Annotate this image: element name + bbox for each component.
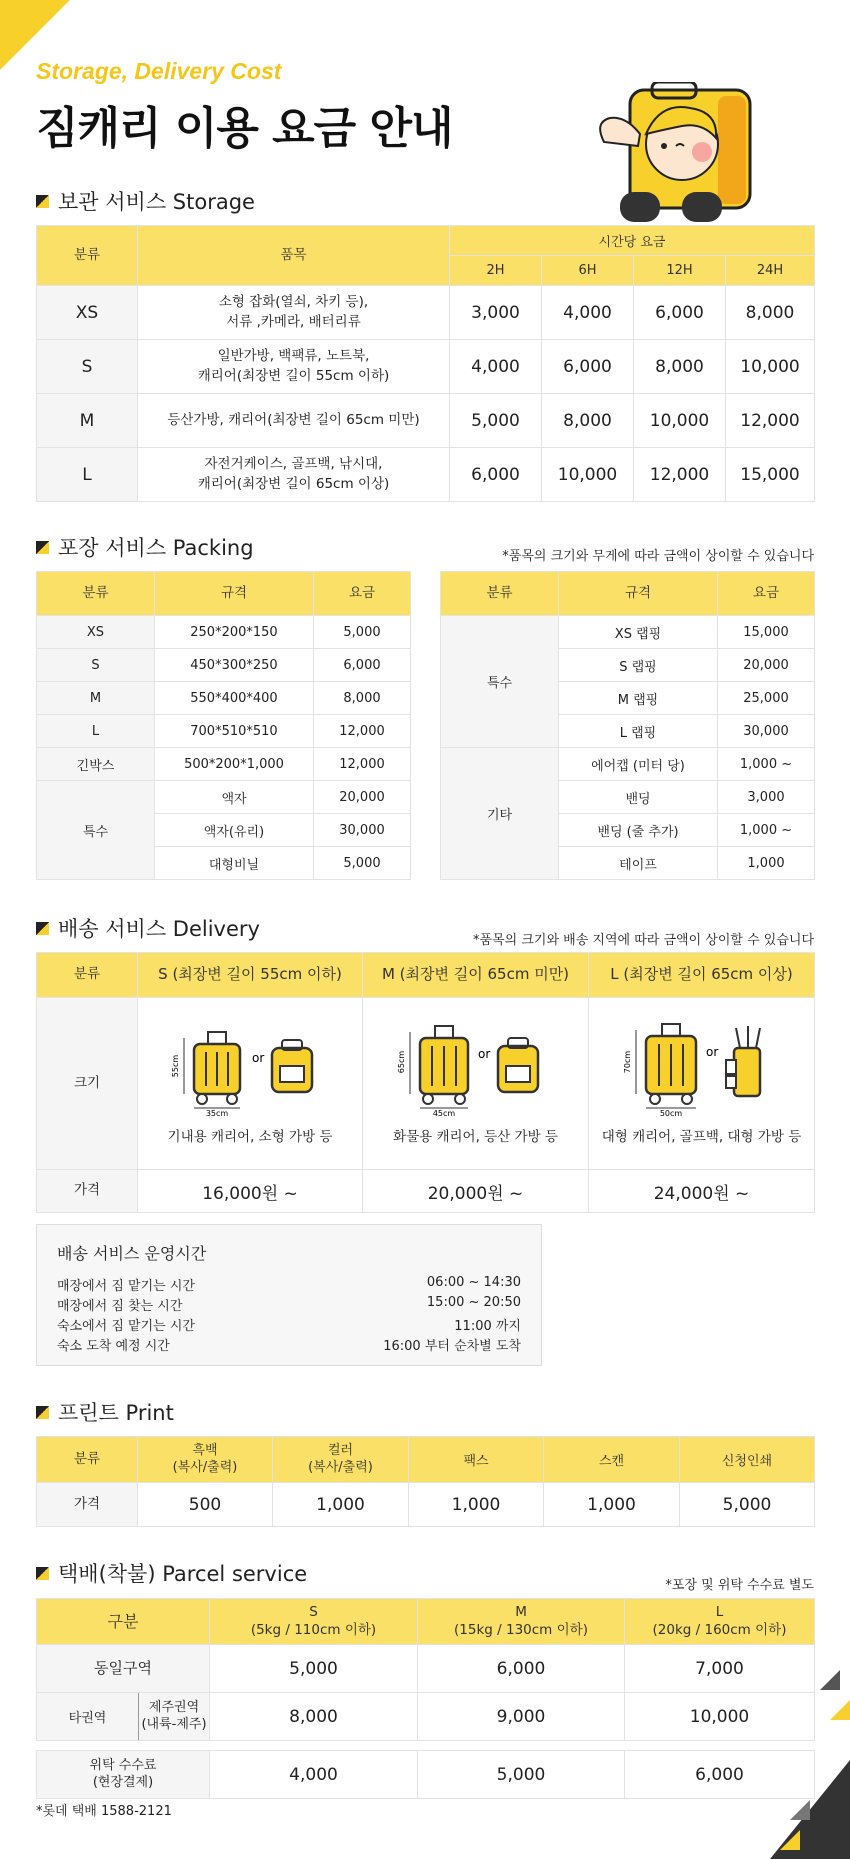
size-desc: 화물용 캐리어, 등산 가방 등 (393, 1128, 558, 1145)
parcel-footnote: *롯데 택배 1588-2121 (36, 1804, 172, 1819)
price-cell: 8,000 (726, 286, 815, 340)
price-cell: 5,000 (450, 394, 542, 448)
price-cell: 12,000 (634, 448, 726, 502)
price-cell: 10,000 (542, 448, 634, 502)
parcel-col: M (15kg / 130cm 이하) (418, 1599, 625, 1645)
size-label: L (37, 448, 138, 502)
delivery-col-category: 분류 (37, 953, 138, 998)
delivery-col-l: L (최장변 길이 65cm 이상) (589, 953, 815, 998)
parcel-col-category: 구분 (37, 1599, 210, 1645)
corner-decoration (770, 1660, 850, 1859)
section-mark-icon (36, 195, 49, 208)
price-cell: 1,000 (544, 1483, 680, 1527)
table-row: 액자(유리) 30,000 (37, 814, 411, 847)
print-heading: 프린트 Print (36, 1397, 174, 1427)
packing-table-left (36, 571, 411, 880)
storage-table (36, 225, 815, 502)
storage-hour: 12H (634, 256, 726, 286)
price-cell: 5,000 (418, 1751, 625, 1799)
delivery-col-s: S (최장변 길이 55cm 이하) (138, 953, 363, 998)
price-cell: 10,000 (625, 1693, 815, 1741)
item-desc: 소형 잡화(열쇠, 차키 등), 서류 ,카메라, 배터리류 (138, 286, 450, 340)
table-row (37, 286, 815, 340)
size-label: S (37, 340, 138, 394)
size-label: XS (37, 286, 138, 340)
storage-hour: 2H (450, 256, 542, 286)
table-row: 테이프 1,000 (441, 847, 815, 880)
price-cell: 8,000 (634, 340, 726, 394)
table-row: S 랩핑 20,000 (441, 649, 815, 682)
price-cell: 6,000 (542, 340, 634, 394)
delivery-heading: 배송 서비스 Delivery (36, 913, 260, 943)
table-row: 밴딩 3,000 (441, 781, 815, 814)
table-row: 특수 액자 20,000 (37, 781, 411, 814)
item-desc: 자전거케이스, 골프백, 낚시대, 캐리어(최장변 길이 65cm 이상) (138, 448, 450, 502)
hours-row: 매장에서 짐 찾는 시간 15:00 ~ 20:50 (57, 1295, 521, 1314)
carrier-backpack-icon (170, 1020, 330, 1116)
item-desc: 일반가방, 백팩류, 노트북, 캐리어(최장변 길이 55cm 이하) (138, 340, 450, 394)
storage-col-item: 품목 (138, 226, 450, 286)
delivery-note: *품목의 크기와 배송 지역에 따라 금액이 상이할 수 있습니다 (473, 933, 814, 948)
table-row: M 랩핑 25,000 (441, 682, 815, 715)
svg-text:65cm: 65cm (396, 1050, 406, 1073)
packing-heading: 포장 서비스 Packing (36, 532, 254, 562)
table-row: S 450*300*250 6,000 (37, 649, 411, 682)
price-cell: 6,000 (634, 286, 726, 340)
table-row: 위탁 수수료 (현장결제) 4,000 5,000 6,000 (37, 1751, 815, 1799)
page-subtitle: Storage, Delivery Cost (36, 58, 282, 84)
print-col: 컬러 (복사/출력) (273, 1437, 409, 1483)
price-cell: 4,000 (542, 286, 634, 340)
hours-row: 숙소에서 짐 맡기는 시간 11:00 까지 (57, 1319, 521, 1334)
packing-col-price: 요금 (314, 572, 411, 616)
price-cell: 6,000 (625, 1751, 815, 1799)
price-cell: 10,000 (726, 340, 815, 394)
table-row: 대형비닐 5,000 (37, 847, 411, 880)
delivery-table (36, 952, 815, 1213)
price-cell: 8,000 (542, 394, 634, 448)
svg-text:or: or (477, 1046, 490, 1061)
price-cell: 10,000 (634, 394, 726, 448)
packing-col-price: 요금 (718, 572, 815, 616)
print-col: 스캔 (544, 1437, 680, 1483)
table-row: 타권역 제주권역 (내륙-제주) 8,000 9,000 10,000 (37, 1693, 815, 1741)
price-cell: 1,000 (409, 1483, 544, 1527)
parcel-col: S (5kg / 110cm 이하) (210, 1599, 418, 1645)
table-row: L 랩핑 30,000 (441, 715, 815, 748)
storage-col-category: 분류 (37, 226, 138, 286)
svg-text:or: or (252, 1050, 265, 1065)
price-cell: 16,000원 ~ (138, 1170, 363, 1213)
price-cell: 5,000 (210, 1645, 418, 1693)
print-col: 흑백 (복사/출력) (138, 1437, 273, 1483)
svg-text:70cm: 70cm (622, 1050, 632, 1073)
section-mark-icon (36, 1567, 49, 1580)
parcel-table (36, 1598, 815, 1799)
page-title: 짐캐리 이용 요금 안내 (36, 103, 453, 154)
print-table (36, 1436, 815, 1527)
carrier-golfbag-icon (622, 1020, 782, 1116)
price-cell: 4,000 (450, 340, 542, 394)
hours-row: 숙소 도착 예정 시간 16:00 부터 순차별 도착 (57, 1339, 521, 1354)
delivery-col-m: M (최장변 길이 65cm 미만) (363, 953, 589, 998)
print-col: 팩스 (409, 1437, 544, 1483)
price-cell: 6,000 (450, 448, 542, 502)
storage-hour: 6H (542, 256, 634, 286)
price-cell: 20,000원 ~ (363, 1170, 589, 1213)
parcel-col: L (20kg / 160cm 이하) (625, 1599, 815, 1645)
storage-heading: 보관 서비스 Storage (36, 186, 255, 216)
packing-col-spec: 규격 (155, 572, 314, 616)
price-cell: 15,000 (726, 448, 815, 502)
svg-text:45cm: 45cm (432, 1108, 455, 1116)
print-col-category: 분류 (37, 1437, 138, 1483)
table-row: 긴박스 500*200*1,000 12,000 (37, 748, 411, 781)
table-row (37, 1170, 815, 1213)
size-desc: 대형 캐리어, 골프백, 대형 가방 등 (601, 1128, 802, 1145)
table-row: 기타 에어캡 (미터 당) 1,000 ~ (441, 748, 815, 781)
packing-col-category: 분류 (441, 572, 559, 616)
price-cell: 24,000원 ~ (589, 1170, 815, 1213)
table-row (37, 998, 815, 1170)
svg-text:35cm: 35cm (205, 1108, 229, 1116)
storage-col-hourly: 시간당 요금 (450, 226, 815, 256)
table-row: M 550*400*400 8,000 (37, 682, 411, 715)
storage-hour: 24H (726, 256, 815, 286)
price-cell: 1,000 (273, 1483, 409, 1527)
hours-row: 매장에서 짐 맡기는 시간 06:00 ~ 14:30 (57, 1275, 521, 1294)
svg-text:55cm: 55cm (171, 1054, 180, 1077)
section-mark-icon (36, 541, 49, 554)
table-row (37, 340, 815, 394)
packing-table-right (440, 571, 815, 880)
parcel-note: *포장 및 위탁 수수료 별도 (665, 1578, 814, 1593)
table-row: 특수 XS 랩핑 15,000 (441, 616, 815, 649)
print-col: 신청인쇄 (680, 1437, 815, 1483)
delivery-size-s (138, 998, 363, 1170)
price-cell: 500 (138, 1483, 273, 1527)
table-row (37, 448, 815, 502)
mascot-illustration (590, 82, 760, 232)
table-row: XS 250*200*150 5,000 (37, 616, 411, 649)
section-mark-icon (36, 1406, 49, 1419)
price-cell: 8,000 (210, 1693, 418, 1741)
item-desc: 등산가방, 캐리어(최장변 길이 65cm 미만) (138, 394, 450, 448)
size-desc: 기내용 캐리어, 소형 가방 등 (167, 1128, 333, 1145)
hours-title: 배송 서비스 운영시간 (57, 1244, 207, 1263)
packing-col-category: 분류 (37, 572, 155, 616)
price-row-label: 가격 (37, 1170, 138, 1213)
packing-note: *품목의 크기와 무게에 따라 금액이 상이할 수 있습니다 (502, 549, 814, 564)
price-cell: 7,000 (625, 1645, 815, 1693)
parcel-heading: 택배(착불) Parcel service (36, 1558, 307, 1588)
price-cell: 5,000 (680, 1483, 815, 1527)
table-row: 동일구역 5,000 6,000 7,000 (37, 1645, 815, 1693)
price-cell: 6,000 (418, 1645, 625, 1693)
size-row-label: 크기 (37, 998, 138, 1170)
table-row: 가격 500 1,000 1,000 1,000 5,000 (37, 1483, 815, 1527)
table-row: 밴딩 (줄 추가) 1,000 ~ (441, 814, 815, 847)
carrier-backpack-icon (396, 1020, 556, 1116)
size-label: M (37, 394, 138, 448)
price-cell: 4,000 (210, 1751, 418, 1799)
price-cell: 12,000 (726, 394, 815, 448)
delivery-size-l (589, 998, 815, 1170)
table-row: L 700*510*510 12,000 (37, 715, 411, 748)
delivery-hours-box (36, 1224, 542, 1366)
table-row (37, 394, 815, 448)
delivery-size-m (363, 998, 589, 1170)
svg-text:or: or (705, 1044, 718, 1059)
price-cell: 9,000 (418, 1693, 625, 1741)
section-mark-icon (36, 922, 49, 935)
packing-col-spec: 규격 (559, 572, 718, 616)
price-cell: 3,000 (450, 286, 542, 340)
svg-text:50cm: 50cm (659, 1108, 682, 1116)
